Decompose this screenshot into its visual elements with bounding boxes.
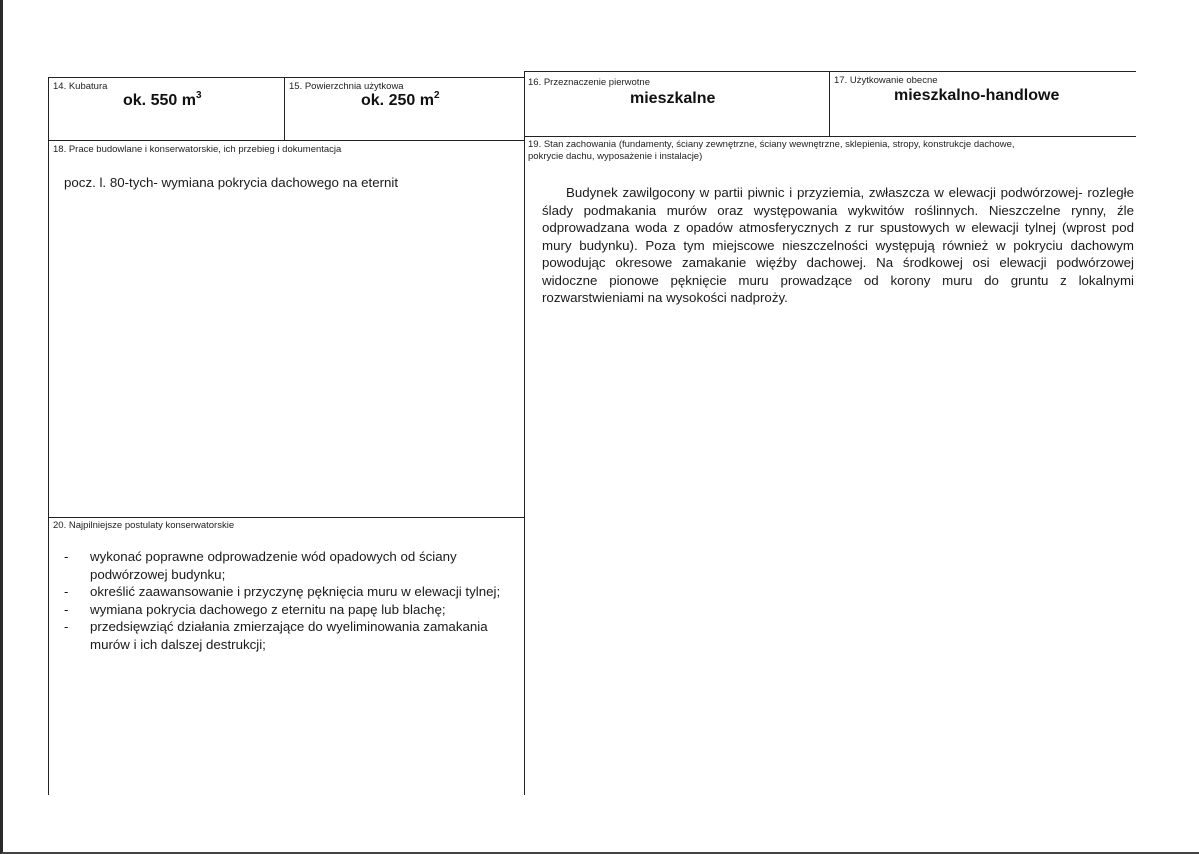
uzytkowanie-value: mieszkalno-handlowe [894, 87, 1060, 104]
stan-label-line1: 19. Stan zachowania (fundamenty, ściany zewnętrzne, ściany wewnętrzne, sklepienia, stropy, konstrukcje dachowe, [528, 139, 1015, 150]
postulaty-item-3: - wymiana pokrycia dachowego z eternitu na papę lub blachę; [64, 601, 520, 619]
kubatura-label: 14. Kubatura [53, 81, 108, 92]
stan-text: Budynek zawilgocony w partii piwnic i przyziemia, zwłaszcza w elewacji podwórzowej- rozległe ślady podmakania murów oraz występowania wykwitów roślinnych. Nieszczelne rynny, źle odprowadzana woda z opadów atmosferycznych z rur spustowych w elewacji tylnej (wprost pod mury budynku). Poza tym miejscowe nieszczelności występują również w pokryciu dachowym powodując okresowe zamakanie więźby dachowej. Na środkowej osi elewacji podwórzowej widoczne pionowe pęknięcie muru prowadzące od korony muru do gruntu z lokalnymi rozwarstwieniami na wysokości nadproży. [542, 185, 1134, 305]
stan-label-line2: pokrycie dachu, wyposażenie i instalacje) [528, 151, 703, 162]
top-rule-right [524, 71, 1136, 72]
divider-16-17 [829, 71, 830, 136]
top-rule-left [48, 77, 524, 78]
header-row-bottom-rule-right [524, 136, 1136, 137]
divider-14-15 [284, 77, 285, 140]
kubatura-value-text: ok. 550 m [123, 92, 196, 109]
prace-label: 18. Prace budowlane i konserwatorskie, ich przebieg i dokumentacja [53, 144, 342, 155]
uzytkowanie-label: 17. Użytkowanie obecne [834, 75, 938, 86]
postulaty-label: 20. Najpilniejsze postulaty konserwatorskie [53, 520, 235, 531]
kubatura-value [123, 92, 202, 110]
postulaty-item-4: - przedsięwziąć działania zmierzające do wyeliminowania zamakania murów i ich dalszej destrukcji; [64, 618, 520, 653]
header-row-bottom-rule [48, 140, 524, 141]
powierzchnia-exponent: 2 [433, 90, 440, 101]
left-border [48, 77, 49, 795]
przeznaczenie-label: 16. Przeznaczenie pierwotne [528, 77, 650, 88]
powierzchnia-value [361, 92, 440, 110]
powierzchnia-value-text: ok. 250 m [361, 92, 434, 109]
section-20-top-rule [48, 517, 524, 518]
postulaty-list [64, 548, 520, 653]
postulaty-item-2: - określić zaawansowanie i przyczynę pęknięcia muru w elewacji tylnej; [64, 583, 520, 601]
kubatura-exponent: 3 [195, 90, 202, 101]
postulaty-item-1: - wykonać poprawne odprowadzenie wód opadowych od ściany podwórzowej budynku; [64, 548, 520, 583]
przeznaczenie-value: mieszkalne [630, 90, 716, 107]
center-divider [524, 71, 525, 795]
powierzchnia-label: 15. Powierzchnia użytkowa [289, 81, 404, 92]
prace-text: pocz. l. 80-tych- wymiana pokrycia dachowego na eternit [64, 175, 399, 190]
